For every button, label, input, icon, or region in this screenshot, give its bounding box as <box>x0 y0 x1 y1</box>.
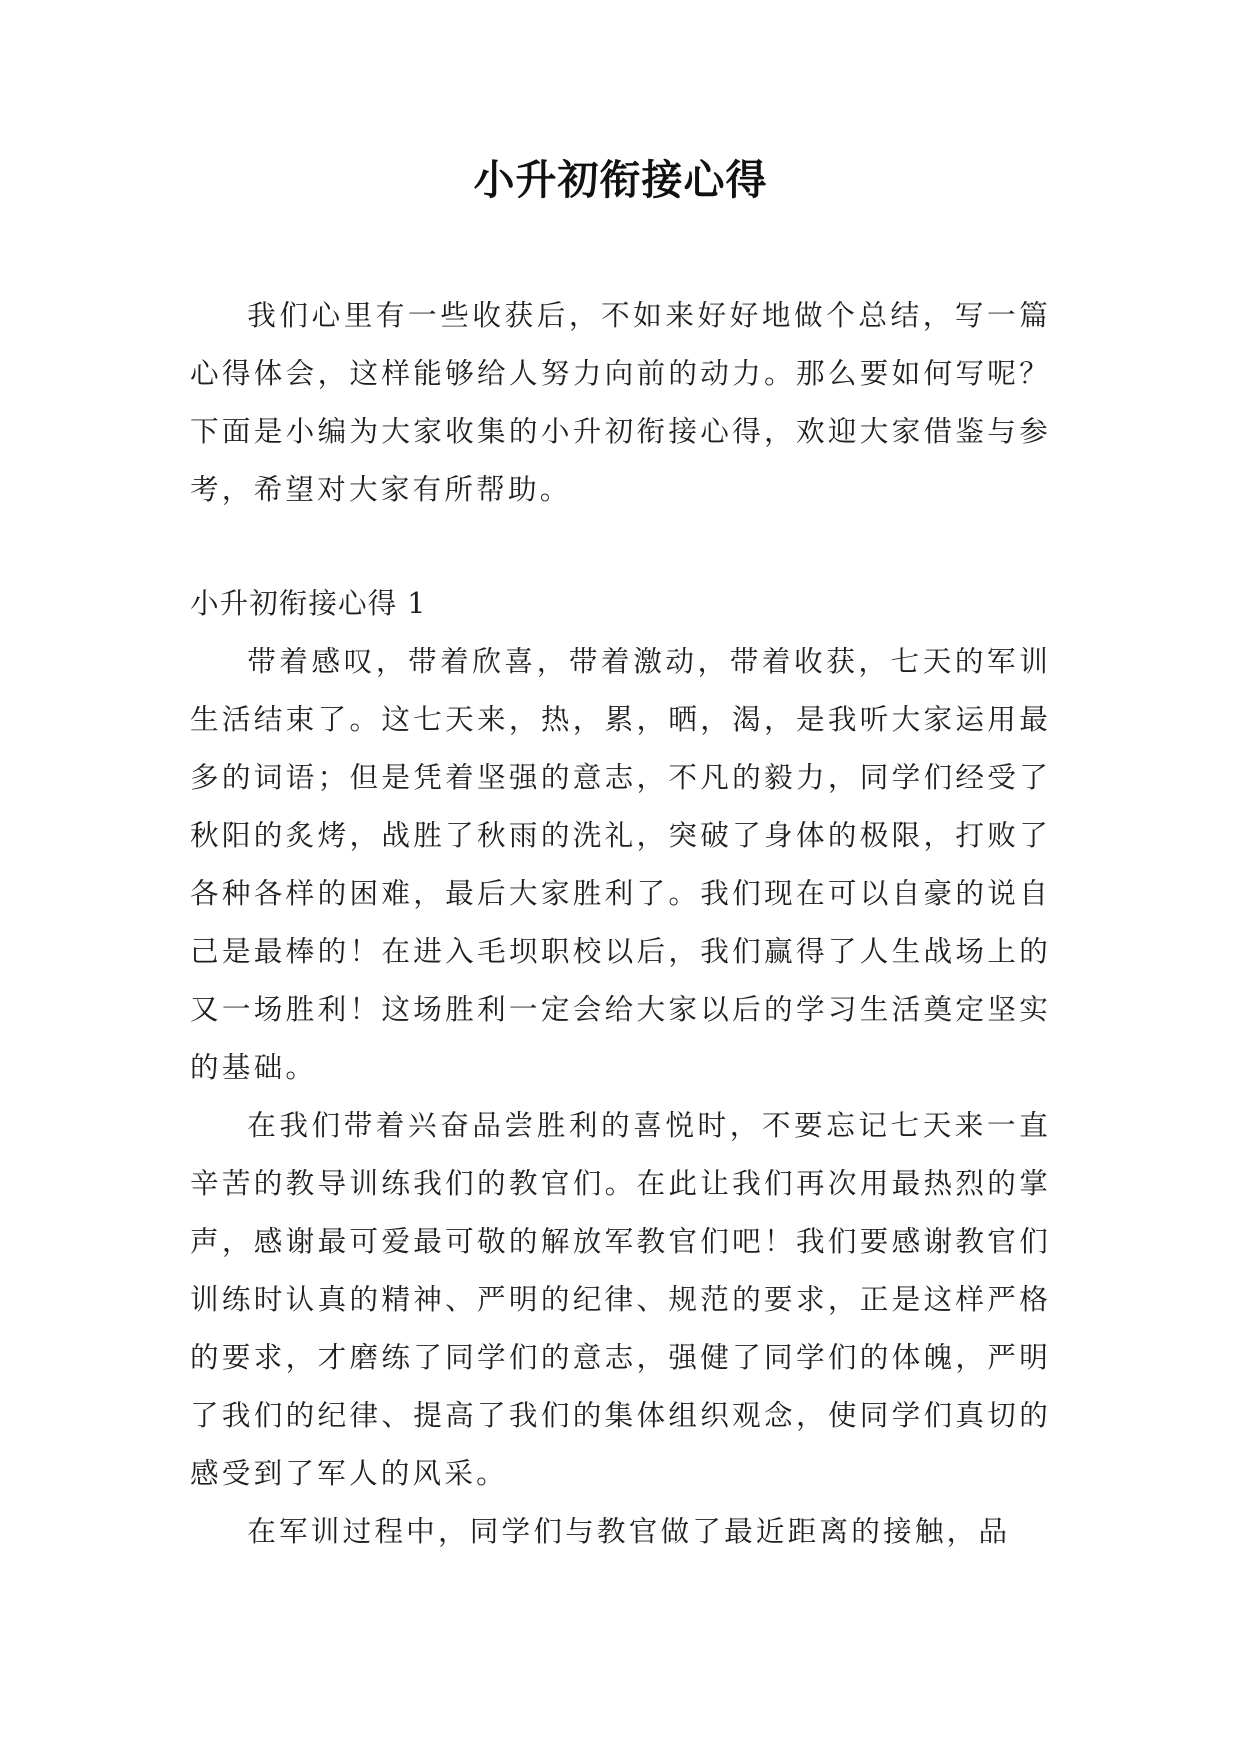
body-paragraph: 在军训过程中，同学们与教官做了最近距离的接触，品 <box>247 1514 1011 1548</box>
document-title: 小升初衔接心得 <box>473 156 768 204</box>
intro-paragraph: 我们心里有一些收获后，不如来好好地做个总结，写一篇心得体会，这样能够给人努力向前的动力。那么要如何写呢？下面是小编为大家收集的小升初衔接心得，欢迎大家借鉴与参考，希望对大家有所帮助。 <box>190 298 1051 506</box>
body-paragraph: 带着感叹，带着欣喜，带着激动，带着收获，七天的军训生活结束了。这七天来，热，累，晒，渴，是我听大家运用最多的词语；但是凭着坚强的意志，不凡的毅力，同学们经受了秋阳的炙烤，战胜了秋雨的洗礼，突破了身体的极限，打败了各种各样的困难，最后大家胜利了。我们现在可以自豪的说自己是最棒的！在进入毛坝职校以后，我们赢得了人生战场上的又一场胜利！这场胜利一定会给大家以后的学习生活奠定坚实的基础。 <box>190 644 1051 1084</box>
body-paragraph: 在我们带着兴奋品尝胜利的喜悦时，不要忘记七天来一直辛苦的教导训练我们的教官们。在此让我们再次用最热烈的掌声，感谢最可爱最可敬的解放军教官们吧！我们要感谢教官们训练时认真的精神、严明的纪律、规范的要求，正是这样严格的要求，才磨练了同学们的意志，强健了同学们的体魄，严明了我们的纪律、提高了我们的集体组织观念，使同学们真切的感受到了军人的风采。 <box>190 1108 1051 1490</box>
document-body <box>190 286 1051 1560</box>
section-heading: 小升初衔接心得 1 <box>190 586 427 620</box>
